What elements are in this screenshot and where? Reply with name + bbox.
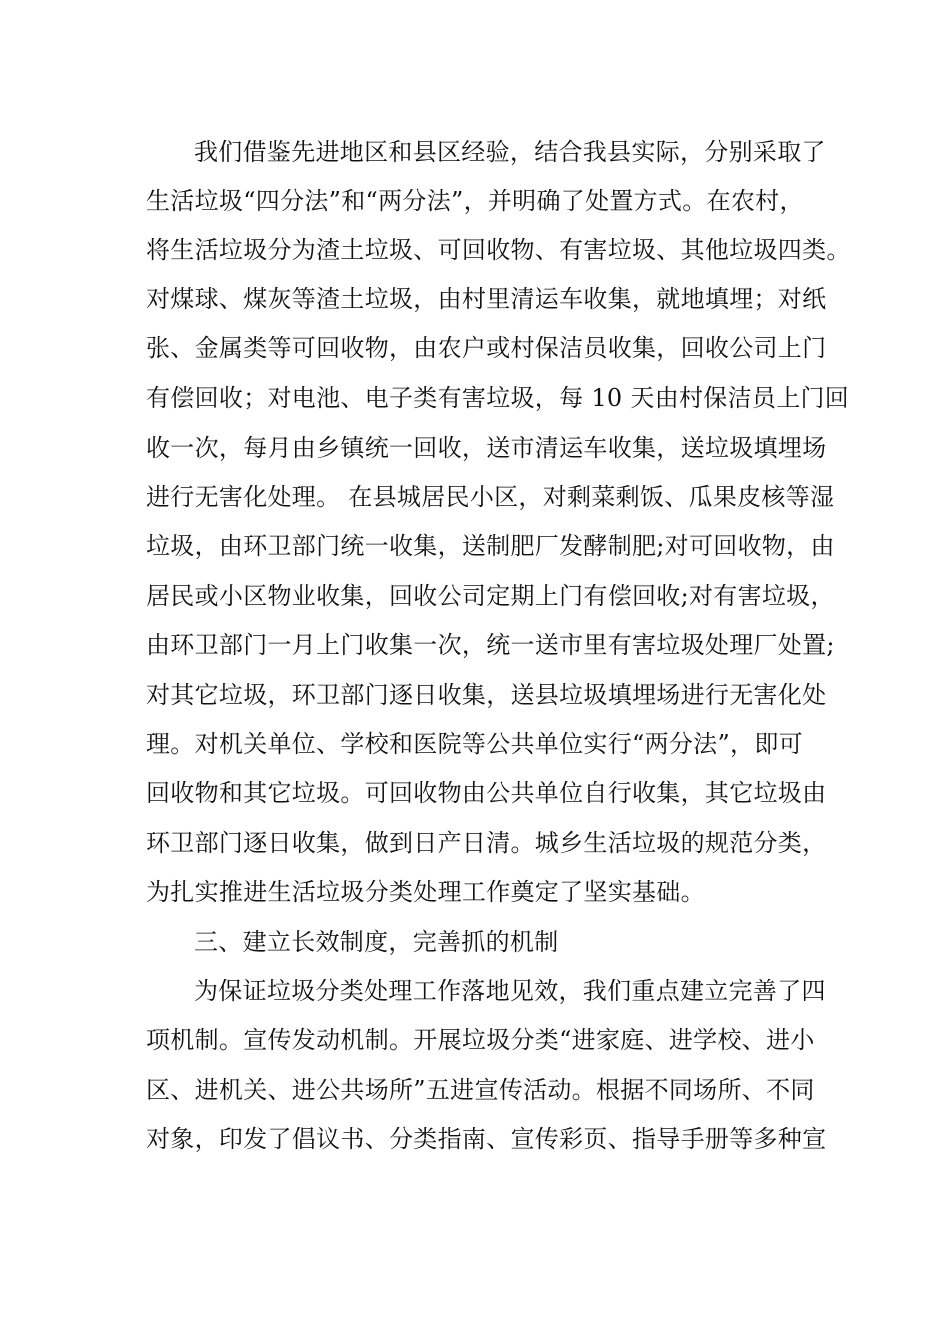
paragraph-line: 我们借鉴先进地区和县区经验，结合我县实际，分别采取了	[194, 138, 826, 166]
paragraph-line: 张、金属类等可回收物，由农户或村保洁员收集，回收公司上门	[146, 334, 827, 362]
paragraph-line: 项机制。宣传发动机制。开展垃圾分类“进家庭、进学校、进小	[146, 1026, 815, 1054]
paragraph-line: 有偿回收；对电池、电子类有害垃圾，每 10 天由村保洁员上门回	[146, 384, 850, 412]
paragraph-line: 为保证垃圾分类处理工作落地见效，我们重点建立完善了四	[194, 977, 826, 1005]
paragraph-line: 进行无害化处理。 在县城居民小区，对剩菜剩饭、瓜果皮核等湿	[146, 483, 835, 511]
paragraph-line: 环卫部门逐日收集，做到日产日清。城乡生活垃圾的规范分类，	[146, 829, 827, 857]
paragraph-line: 理。对机关单位、学校和医院等公共单位实行“两分法”，即可	[146, 730, 803, 758]
paragraph-line: 生活垃圾“四分法”和“两分法”，并明确了处置方式。在农村，	[146, 187, 804, 215]
section-heading: 三、建立长效制度，完善抓的机制	[194, 928, 559, 956]
paragraph-line: 垃圾，由环卫部门统一收集，送制肥厂发酵制肥;对可回收物，由	[146, 532, 835, 560]
paragraph-line: 对象，印发了倡议书、分类指南、宣传彩页、指导手册等多种宣	[146, 1125, 827, 1153]
paragraph-line: 将生活垃圾分为渣土垃圾、可回收物、有害垃圾、其他垃圾四类。	[146, 236, 851, 264]
paragraph-line: 收一次，每月由乡镇统一回收，送市清运车收集，送垃圾填埋场	[146, 434, 827, 462]
paragraph-line: 对其它垃圾，环卫部门逐日收集，送县垃圾填埋场进行无害化处	[146, 681, 827, 709]
paragraph-line: 区、进机关、进公共场所”五进宣传活动。根据不同场所、不同	[146, 1076, 815, 1104]
paragraph-line: 由环卫部门一月上门收集一次，统一送市里有害垃圾处理厂处置;	[146, 631, 835, 659]
paragraph-line: 居民或小区物业收集，回收公司定期上门有偿回收;对有害垃圾，	[146, 582, 835, 610]
paragraph-line: 回收物和其它垃圾。可回收物由公共单位自行收集，其它垃圾由	[146, 779, 827, 807]
paragraph-line: 对煤球、煤灰等渣土垃圾，由村里清运车收集，就地填埋；对纸	[146, 285, 827, 313]
paragraph-line: 为扎实推进生活垃圾分类处理工作奠定了坚实基础。	[146, 878, 705, 906]
